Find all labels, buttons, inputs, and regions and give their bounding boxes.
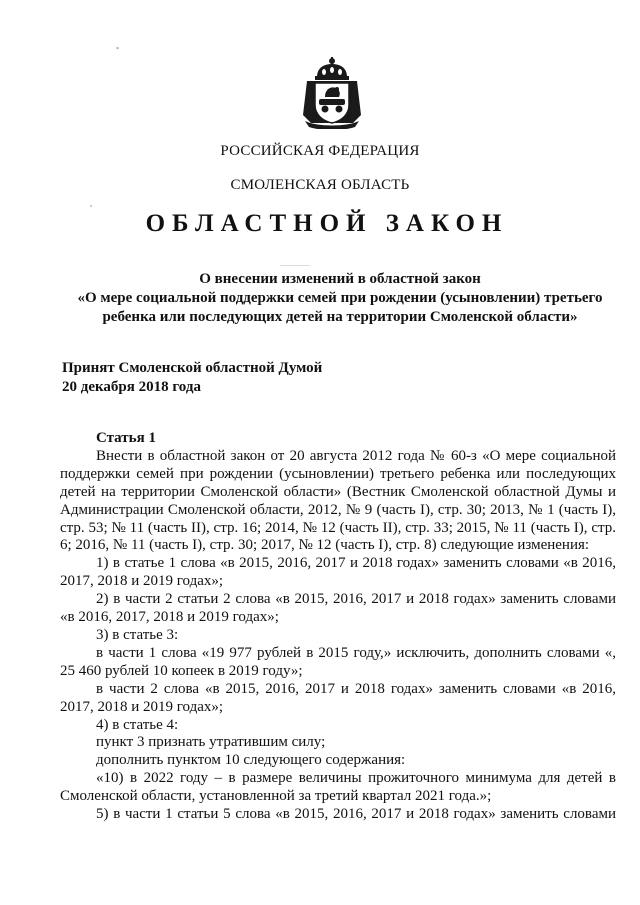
law-subject xyxy=(60,270,620,327)
amendment-item: 1) в статье 1 слова «в 2015, 2016, 2017 и 2018 годах» заменить словами «в 2016, 2017, 2018 и 2019 годах»; xyxy=(60,555,616,590)
article-intro-paragraph: Внести в областной закон от 20 августа 2012 года № 60-з «О мере социальной поддержки семей при рождении (усыновлении) третьего ребенка или последующих детей на территории Смоленской области» (Вестник Смоленской областной Думы и Администрации Смоленской области, 2012, № 9 (часть I), стр. 30; 2013, № 1 (часть I), стр. 53; № 11 (часть II), стр. 16; 2014, № 12 (часть II), стр. 33; 2015, № 11 (часть I), стр. 6; 2016, № 11 (часть I), стр. 30; 2017, № 12 (часть I), стр. 8) следующие изменения: xyxy=(60,447,616,554)
region-name: СМОЛЕНСКАЯ ОБЛАСТЬ xyxy=(230,177,410,193)
adoption-info xyxy=(62,359,322,397)
amendment-subitem: «10) в 2022 году – в размере величины прожиточного минимума для детей в Смоленской области, установленной за третий квартал 2021 года.»; xyxy=(60,770,616,805)
law-subject-line: «О мере социальной поддержки семей при рождении (усыновлении) третьего xyxy=(77,290,603,306)
scan-speck xyxy=(280,265,310,266)
adoption-body: Принят Смоленской областной Думой xyxy=(62,360,323,376)
amendment-item: 3) в статье 3: xyxy=(96,626,179,643)
scan-speck xyxy=(116,47,119,49)
amendment-item: 5) в части 1 статьи 5 слова «в 2015, 2016, 2017 и 2018 годах» заменить словами xyxy=(96,806,616,823)
amendment-item: 2) в части 2 статьи 2 слова «в 2015, 2016, 2017 и 2018 годах» заменить словами «в 2016, 2017, 2018 и 2019 годах»; xyxy=(60,591,616,626)
adoption-date: 20 декабря 2018 года xyxy=(62,379,201,395)
amendment-item: 4) в статье 4: xyxy=(96,716,179,733)
country-name: РОССИЙСКАЯ ФЕДЕРАЦИЯ xyxy=(220,143,420,159)
document-type-title: ОБЛАСТНОЙ ЗАКОН xyxy=(145,210,509,237)
article-1 xyxy=(60,430,616,824)
law-subject-line: О внесении изменений в областной закон xyxy=(199,271,481,287)
amendment-subitem: пункт 3 признать утратившим силу; xyxy=(96,734,326,751)
amendment-subitem: в части 2 слова «в 2015, 2016, 2017 и 2018 годах» заменить словами «в 2016, 2017, 2018 и 2019 годах»; xyxy=(60,680,616,715)
article-title: Статья 1 xyxy=(96,430,156,446)
amendment-subitem: дополнить пунктом 10 следующего содержания: xyxy=(96,752,406,769)
amendment-subitem: в части 1 слова «19 977 рублей в 2015 году,» исключить, дополнить словами «, 25 460 рублей 10 копеек в 2019 году»; xyxy=(60,644,616,679)
scan-speck xyxy=(90,205,92,207)
smolensk-coat-of-arms-icon xyxy=(295,55,369,129)
law-subject-line: ребенка или последующих детей на территории Смоленской области» xyxy=(102,309,578,325)
